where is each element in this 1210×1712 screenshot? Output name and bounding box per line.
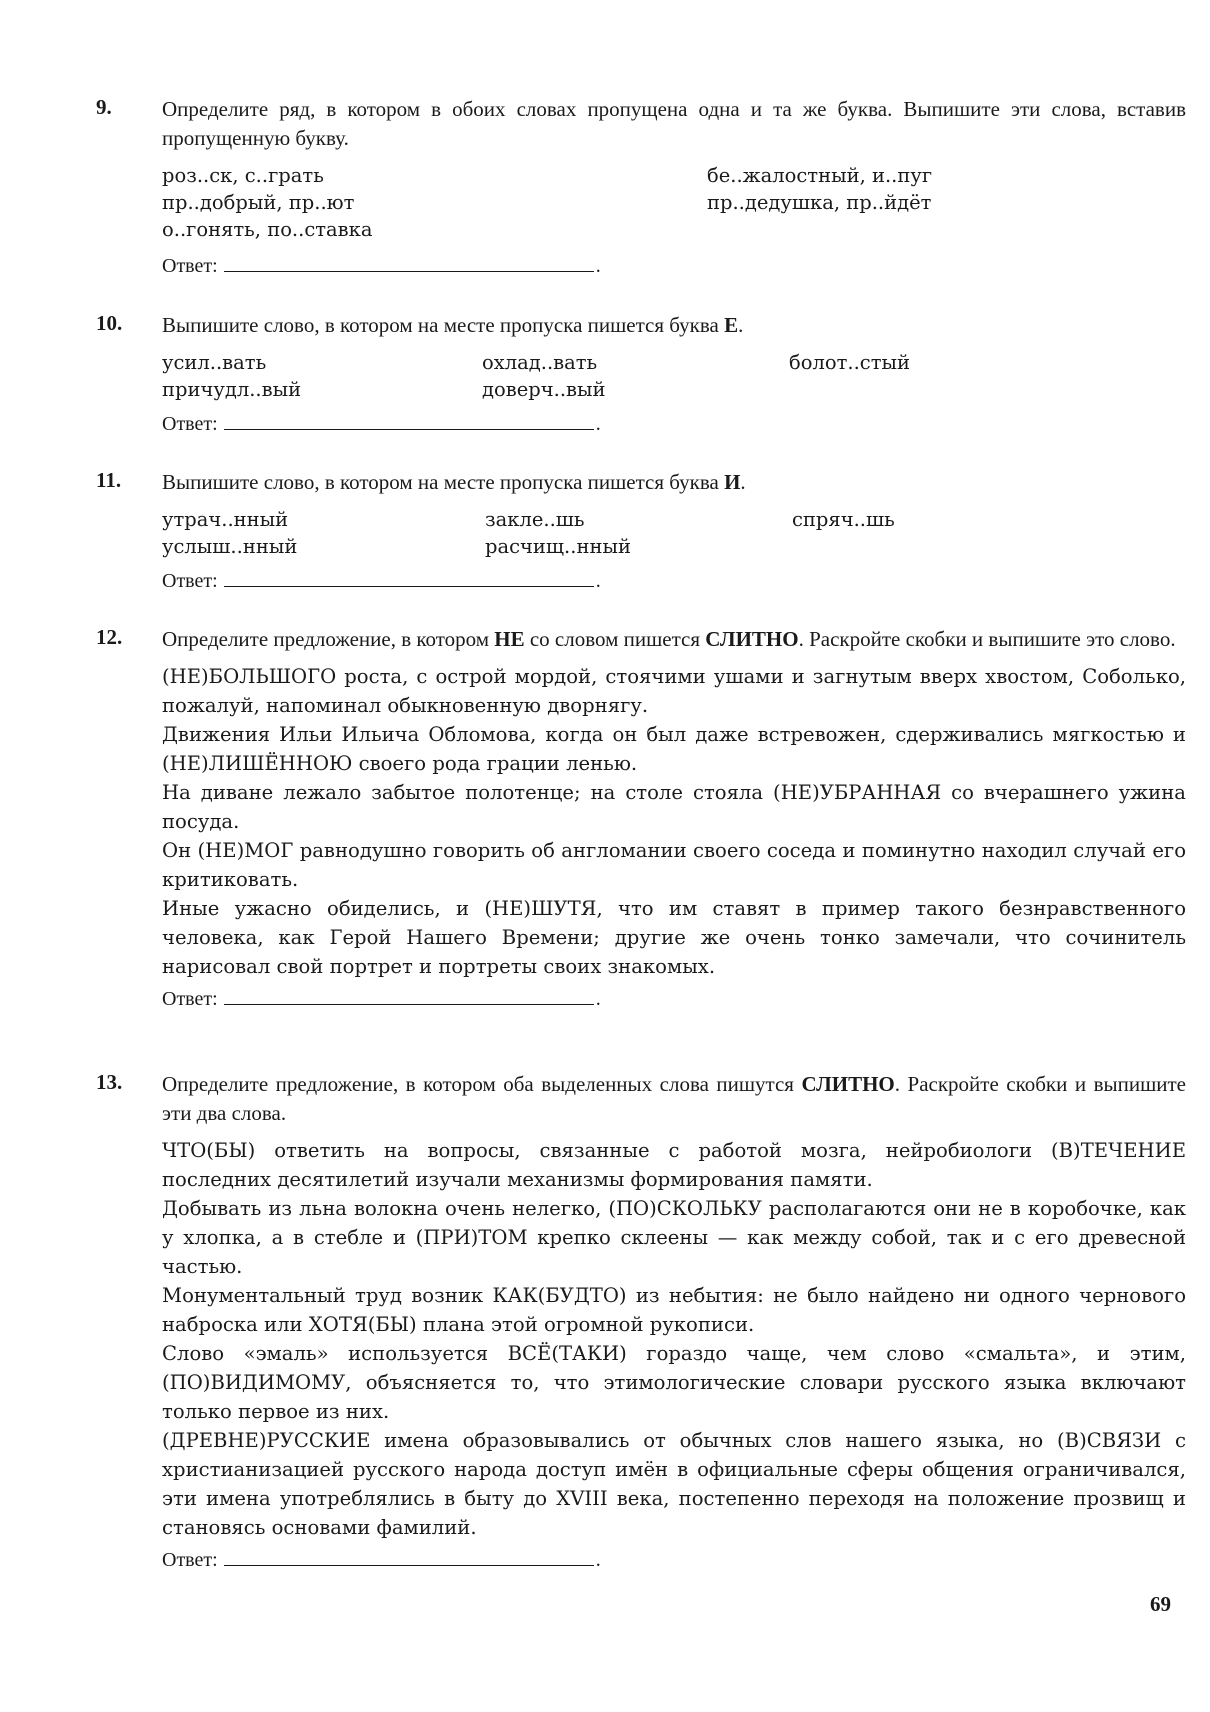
word-option: о..гонять, по..ставка: [162, 218, 373, 241]
sentence-item: Монументальный труд возник КАК(БУДТО) из небытия: не было найдено ни одного чернового наброска или ХОТЯ(БЫ) плана этой огромной рукописи.: [162, 1284, 1186, 1336]
word-option: роз..ск, с..грать: [162, 164, 324, 187]
task-prompt: Выпишите слово, в котором на месте пропуска пишется буква Е.: [162, 313, 744, 337]
task-number: 13.: [96, 1070, 123, 1094]
answer-field[interactable]: Ответ: .: [162, 988, 601, 1010]
sentence-list: [162, 1136, 1186, 1542]
answer-label: Ответ:: [162, 570, 218, 592]
answer-line[interactable]: [224, 253, 594, 272]
word-option: охлад..вать: [482, 351, 598, 374]
sentence-item: Слово «эмаль» используется ВСЁ(ТАКИ) гораздо чаще, чем слово «смальта», и этим, (ПО)ВИДИМОМУ, объясняется то, что этимологические словари русского языка включают только первое из них.: [162, 1342, 1186, 1423]
page-number: 69: [1150, 1592, 1171, 1616]
answer-label: Ответ:: [162, 413, 218, 435]
answer-line[interactable]: [224, 411, 594, 430]
answer-line[interactable]: [224, 568, 594, 587]
answer-label: Ответ:: [162, 988, 218, 1010]
word-option: причудл..вый: [162, 378, 302, 401]
word-option: расчищ..нный: [485, 535, 631, 558]
word-options: [162, 505, 1186, 563]
task-number: 10.: [96, 311, 123, 335]
answer-label: Ответ:: [162, 1549, 218, 1571]
answer-field[interactable]: Ответ: .: [162, 570, 601, 592]
sentence-item: (НЕ)БОЛЬШОГО роста, с острой мордой, стоячими ушами и загнутым вверх хвостом, Соболько, пожалуй, напоминал обыкновенную дворнягу.: [162, 665, 1186, 717]
sentence-item: (ДРЕВНЕ)РУССКИЕ имена образовывались от обычных слов нашего языка, но (В)СВЯЗИ с христианизацией русского народа доступ имён в официальные сферы общения ограничивался, эти имена употреблялись в быту до XVIII века, постепенно переходя на положение прозвищ и становясь основами фамилий.: [162, 1429, 1186, 1539]
word-option: пр..дедушка, пр..йдёт: [707, 191, 932, 214]
task-prompt: Выпишите слово, в котором на месте пропуска пишется буква И.: [162, 470, 746, 494]
word-option: утрач..нный: [162, 508, 289, 531]
word-option: пр..добрый, пр..ют: [162, 191, 355, 214]
word-options: [162, 348, 1186, 406]
sentence-list: [162, 662, 1186, 981]
word-option: усил..вать: [162, 351, 267, 374]
sentence-item: На диване лежало забытое полотенце; на столе стояла (НЕ)УБРАННАЯ со вчерашнего ужина посуда.: [162, 781, 1186, 833]
word-option: бе..жалостный, и..пуг: [707, 164, 933, 187]
sentence-item: ЧТО(БЫ) ответить на вопросы, связанные с работой мозга, нейробиологи (В)ТЕЧЕНИЕ последних десятилетий изучали механизмы формирования памяти.: [162, 1139, 1186, 1191]
sentence-item: Добывать из льна волокна очень нелегко, (ПО)СКОЛЬКУ располагаются они не в коробочке, как у хлопка, а в стебле и (ПРИ)ТОМ крепко склеены — как между собой, так и с его древесной частью.: [162, 1197, 1186, 1278]
answer-line[interactable]: [224, 1547, 594, 1566]
sentence-item: Движения Ильи Ильича Обломова, когда он был даже встревожен, сдерживались мягкостью и (НЕ)ЛИШЁННОЮ своего рода грации ленью.: [162, 723, 1186, 775]
answer-field[interactable]: Ответ: .: [162, 413, 601, 435]
task-prompt: Определите предложение, в котором НЕ со словом пишется СЛИТНО. Раскройте скобки и выпишите это слово.: [162, 627, 1176, 651]
word-option: спряч..шь: [792, 508, 895, 531]
word-option: закле..шь: [485, 508, 585, 531]
word-option: услыш..нный: [162, 535, 298, 558]
sentence-item: Иные ужасно обиделись, и (НЕ)ШУТЯ, что им ставят в пример такого безнравственного человека, как Герой Нашего Времени; другие же очень тонко замечали, что сочинитель нарисовал свой портрет и портреты своих знакомых.: [162, 897, 1186, 978]
answer-field[interactable]: Ответ: .: [162, 1549, 601, 1571]
answer-line[interactable]: [224, 986, 594, 1005]
task-prompt: Определите ряд, в котором в обоих словах пропущена одна и та же буква. Выпишите эти слова, вставив пропущенную букву.: [162, 97, 1186, 150]
word-option: болот..стый: [789, 351, 911, 374]
task-number: 12.: [96, 625, 123, 649]
word-option: доверч..вый: [482, 378, 606, 401]
answer-field[interactable]: Ответ: .: [162, 255, 601, 277]
task-number: 11.: [96, 468, 122, 492]
sentence-item: Он (НЕ)МОГ равнодушно говорить об англомании своего соседа и поминутно находил случай его критиковать.: [162, 839, 1186, 891]
answer-label: Ответ:: [162, 255, 218, 277]
task-prompt: Определите предложение, в котором оба выделенных слова пишутся СЛИТНО. Раскройте скобки и выпишите эти два слова.: [162, 1072, 1186, 1125]
task-number: 9.: [96, 95, 112, 119]
word-options: [162, 161, 1186, 248]
